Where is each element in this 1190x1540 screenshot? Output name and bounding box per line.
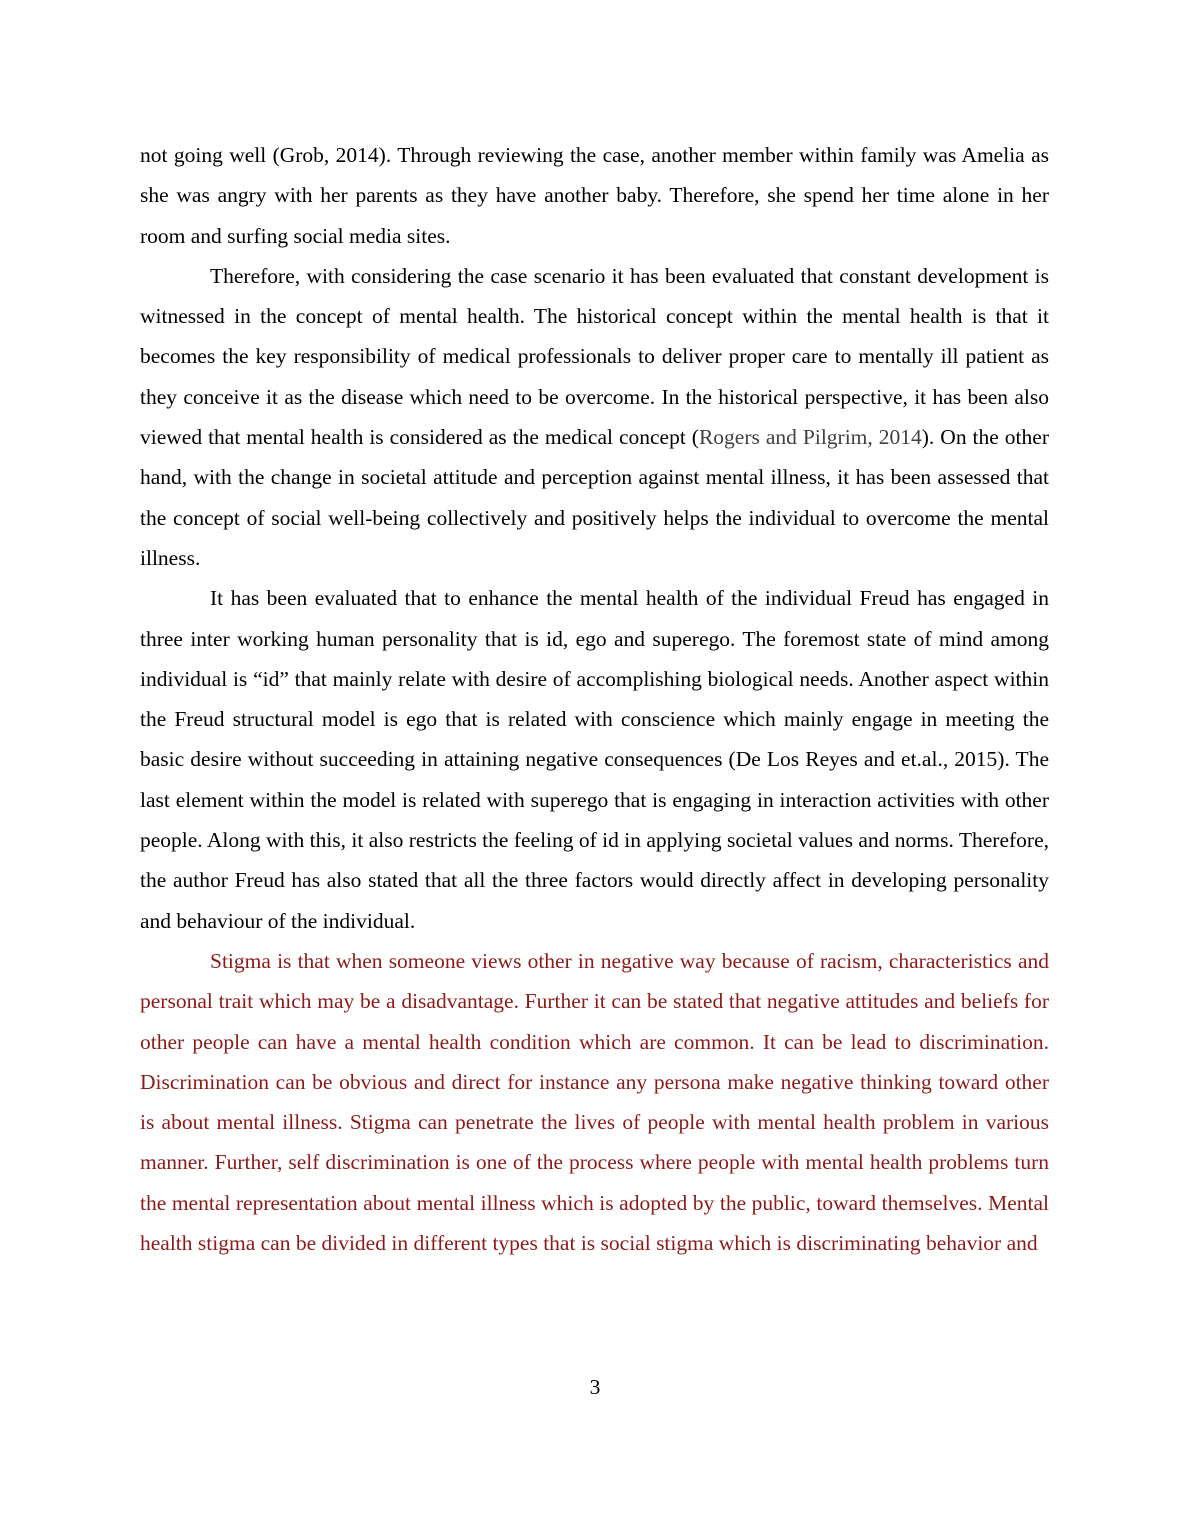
paragraph-stigma: Stigma is that when someone views other in negative way because of racism, characteristics and personal trait which may be a disadvantage. Further it can be stated that negative attitudes and beliefs for other people can have a mental health condition which are common. It can be lead to discrimination. Discrimination can be obvious and direct for instance any persona make negative thinking toward other is about mental illness. Stigma can penetrate the lives of people with mental health problem in various manner. Further, self discrimination is one of the process where people with mental health problems turn the mental representation about mental illness which is adopted by the public, toward themselves. Mental health stigma can be divided in different types that is social stigma which is discriminating behavior and bbox=[140, 948, 1049, 1256]
paragraph-freud-model: It has been evaluated that to enhance the mental health of the individual Freud has engaged in three inter working human personality that is id, ego and superego. The foremost state of mind among individual is “id” that mainly relate with desire of accomplishing biological needs. Another aspect within the Freud structural model is ego that is related with conscience which mainly engage in meeting the basic desire without succeeding in attaining negative consequences (De Los Reyes and et.al., 2015). The last element within the model is related with superego that is engaging in interaction activities with other people. Along with this, it also restricts the feeling of id in applying societal values and norms. Therefore, the author Freud has also stated that all the three factors would directly affect in developing personality and behaviour of the individual. bbox=[140, 586, 1049, 933]
citation-rogers-pilgrim: Rogers and Pilgrim, 2014 bbox=[698, 425, 922, 450]
paragraph-mental-health-concept bbox=[140, 256, 1049, 578]
body-text bbox=[140, 135, 1049, 1263]
page-number: 3 bbox=[589, 1375, 601, 1399]
paragraph-text-end: ). On the other hand, with the change in societal attitude and perception against mental illness, it has been assessed that the concept of social well-being collectively and positively helps the individual to overcome the mental illness. bbox=[140, 425, 1049, 570]
paragraph-continuation: not going well (Grob, 2014). Through reviewing the case, another member within family was Amelia as she was angry with her parents as they have another baby. Therefore, she spend her time alone in her room and surfing social media sites. bbox=[140, 143, 1049, 248]
paragraph-text-start: Therefore, with considering the case scenario it has been evaluated that constant development is witnessed in the concept of mental health. The historical concept within the mental health is that it becomes the key responsibility of medical professionals to deliver proper care to mentally ill patient as they conceive it as the disease which need to be overcome. In the historical perspective, it has been also viewed that mental health is considered as the medical concept ( bbox=[140, 263, 1049, 450]
